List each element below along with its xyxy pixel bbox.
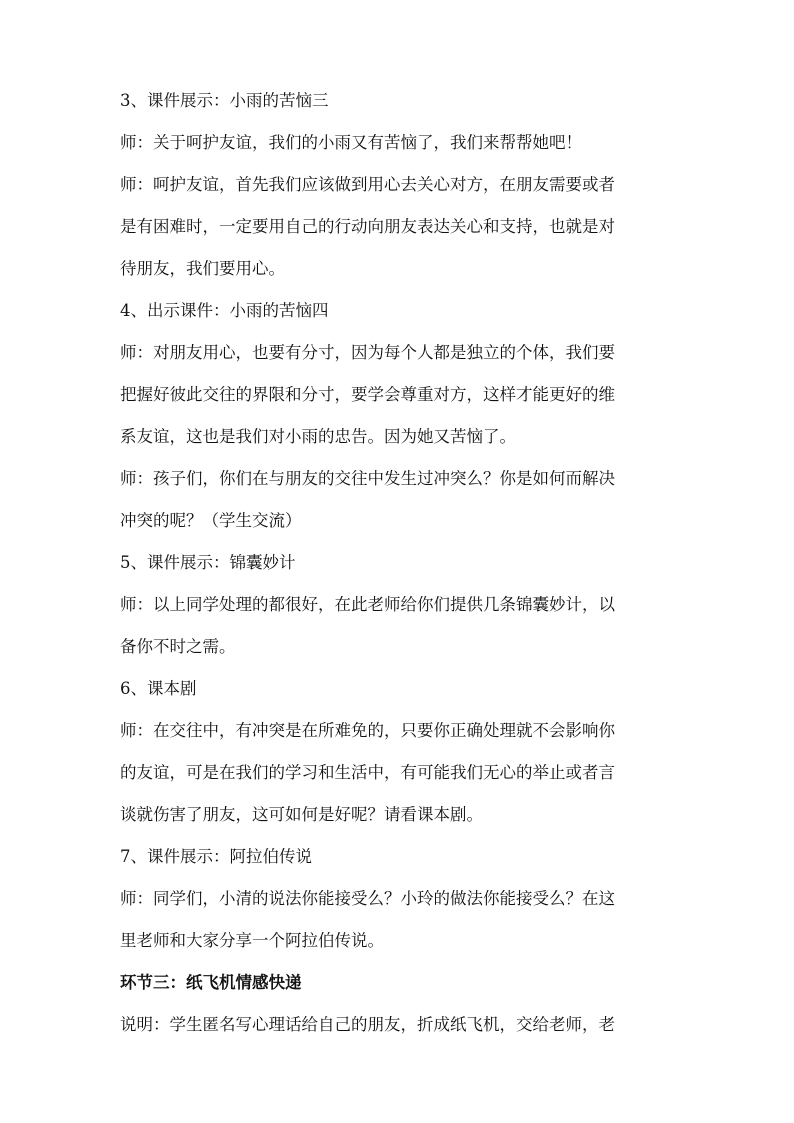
paragraph-line: 是有困难时，一定要用自己的行动向朋友表达关心和支持，也就是对	[120, 217, 615, 236]
paragraph-line: 师：关于呵护友谊，我们的小雨又有苦恼了，我们来帮帮她吧！	[120, 133, 582, 152]
paragraph-line: 备你不时之需。	[120, 637, 236, 656]
section-heading-7: 7、课件展示：阿拉伯传说	[120, 847, 312, 866]
paragraph-line: 师：孩子们，你们在与朋友的交往中发生过冲突么？你是如何而解决	[120, 469, 615, 488]
paragraph-line: 师：对朋友用心，也要有分寸，因为每个人都是独立的个体，我们要	[120, 343, 615, 362]
paragraph-line: 把握好彼此交往的界限和分寸，要学会尊重对方，这样才能更好的维	[120, 385, 615, 404]
section-heading-4: 4、出示课件：小雨的苦恼四	[120, 301, 329, 320]
paragraph-line: 谈就伤害了朋友，这可如何是好呢？请看课本剧。	[120, 805, 483, 824]
stage-heading: 环节三：纸飞机情感快递	[120, 973, 302, 992]
paragraph-line: 系友谊，这也是我们对小雨的忠告。因为她又苦恼了。	[120, 427, 516, 446]
paragraph-line: 冲突的呢？（学生交流）	[120, 511, 302, 530]
section-heading-6: 6、课本剧	[120, 679, 197, 698]
paragraph-line: 说明：学生匿名写心理话给自己的朋友，折成纸飞机，交给老师，老	[120, 1015, 615, 1034]
paragraph-line: 师：同学们，小清的说法你能接受么？小玲的做法你能接受么？在这	[120, 889, 615, 908]
paragraph-line: 师：以上同学处理的都很好，在此老师给你们提供几条锦囊妙计，以	[120, 595, 615, 614]
section-heading-5: 5、课件展示：锦囊妙计	[120, 553, 296, 572]
paragraph-line: 师：在交往中，有冲突是在所难免的，只要你正确处理就不会影响你	[120, 721, 615, 740]
paragraph-line: 待朋友，我们要用心。	[120, 259, 285, 278]
paragraph-line: 的友谊，可是在我们的学习和生活中，有可能我们无心的举止或者言	[120, 763, 615, 782]
section-heading-3: 3、课件展示：小雨的苦恼三	[120, 91, 329, 110]
paragraph-line: 师：呵护友谊，首先我们应该做到用心去关心对方，在朋友需要或者	[120, 175, 615, 194]
document-body	[120, 80, 680, 1046]
paragraph-line: 里老师和大家分享一个阿拉伯传说。	[120, 931, 384, 950]
